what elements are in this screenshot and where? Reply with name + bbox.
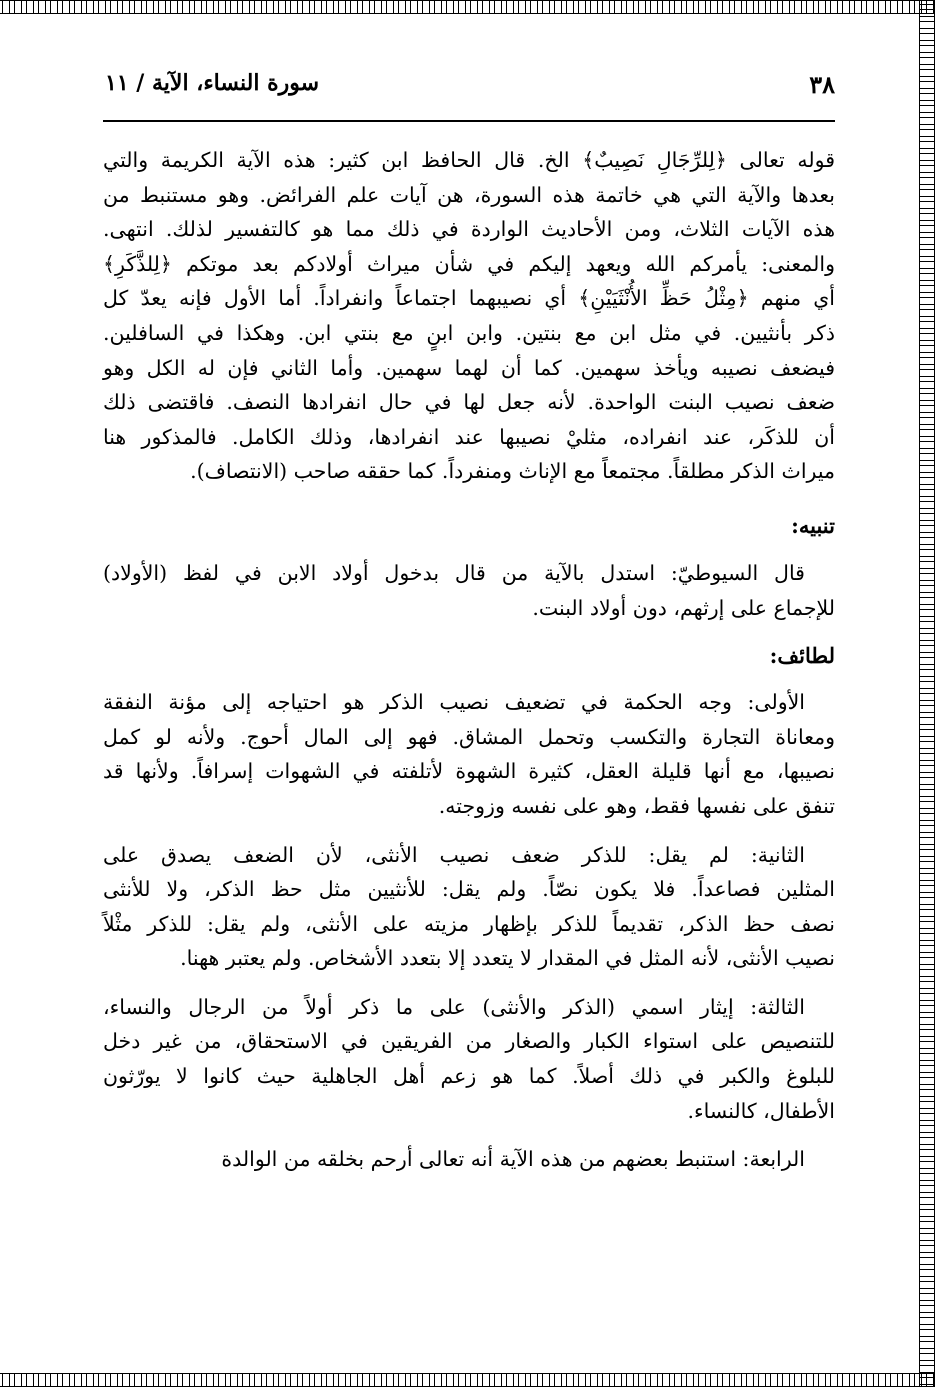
lataif-text-line: ومعاناة التجارة والتكسب وتحمل المشاق. فهو إلى المال أحوج. ولأنه لو كمل bbox=[103, 724, 835, 749]
intro-text-line: هذه الآيات الثلاث، ومن الأحاديث الواردة في ذلك مما هو كالتفسير لذلك. انتهى. bbox=[103, 217, 835, 242]
tanbih-paragraph bbox=[103, 556, 835, 625]
lataif-text-line: نصيب الأنثى، لأنه المثل في المقدار لا يتعدد إلا بتعدد الأشخاص. ولم يعتبر ههنا. bbox=[180, 946, 835, 971]
lataif-text-line: نصف حظ الذكر، تقديماً للذكر بإظهار مزيته على الأنثى، ولم يقل: للذكر مثْلاً bbox=[103, 911, 835, 936]
intro-text-line: فيضعف نصيبه ويأخذ سهمين. كما أن لهما سهمين. وأما الثاني فإن له الكل وهو bbox=[103, 355, 835, 380]
page-content bbox=[103, 143, 835, 1191]
lataif-heading: لطائف: bbox=[769, 643, 835, 669]
intro-text-line: أن للذكَر، عند انفراده، مثليْ نصيبها عند انفرادها، وذلك الكامل. فالمذكور هنا bbox=[103, 424, 835, 449]
page-number: ٣٨ bbox=[809, 70, 835, 99]
running-title: سورة النساء، الآية / ١١ bbox=[105, 70, 320, 96]
lataif-text-line: نصيبها، مع أنها قليلة العقل، كثيرة الشهوة لأتلفته في الشهوات إسرافاً. ولأنها قد bbox=[103, 759, 835, 784]
lataif-text-line: تنفق على نفسها فقط، وهو على نفسه وزوجته. bbox=[438, 793, 835, 818]
intro-text-line: ميراث الذكر مطلقاً. مجتمعاً مع الإناث ومنفرداً. كما حققه صاحب (الانتصاف). bbox=[190, 459, 835, 484]
lataif-text-line: الثالثة: إيثار اسمي (الذكر والأنثى) على ما ذكر أولاً من الرجال والنساء، bbox=[103, 994, 805, 1019]
tanbih-heading: تنبيه: bbox=[791, 512, 835, 538]
intro-text-line: قوله تعالى ﴿لِلرِّجَالِ نَصِيبٌ﴾ الخ. قال الحافظ ابن كثير: هذه الآية الكريمة والتي bbox=[103, 148, 835, 172]
tanbih-text-line: قال السيوطيّ: استدل بالآية من قال بدخول أولاد الابن في لفظ (الأولاد) bbox=[103, 560, 805, 585]
lataif-text-line: الثانية: لم يقل: للذكر ضعف نصيب الأنثى، لأن الضعف يصدق على bbox=[103, 842, 805, 867]
intro-text-line: أي منهم ﴿مِثْلُ حَظِّ الأُنْثَيَيْنِ﴾ أي نصيبهما اجتماعاً وانفراداً. أما الأول فإنه يعدّ كل bbox=[103, 286, 835, 311]
tanbih-text-line: للإجماع على إرثهم، دون أولاد البنت. bbox=[532, 595, 835, 620]
lataif-paragraph bbox=[103, 1142, 835, 1177]
intro-text-line: والمعنى: يأمركم الله ويعهد إليكم في شأن ميراث أولادكم بعد موتكم ﴿لِلذَّكَرِ﴾ bbox=[103, 251, 835, 276]
lataif-section bbox=[103, 685, 835, 1177]
lataif-paragraph bbox=[103, 838, 835, 976]
page-header bbox=[105, 70, 835, 110]
lataif-text-line: الأطفال، كالنساء. bbox=[687, 1098, 835, 1123]
lataif-text-line: للتنصيص على استواء الكبار والصغار من الفريقين في الاستحقاق، من غير دخل bbox=[103, 1029, 835, 1054]
header-rule bbox=[103, 120, 835, 122]
intro-text-line: بعدها والآية التي هي خاتمة هذه السورة، هن آيات علم الفرائض. وهو مستنبط من bbox=[103, 182, 835, 207]
lataif-text-line: المثلين فصاعداً. فلا يكون نصّاً. ولم يقل: للأنثيين مثل حظ الذكر، ولا للأنثى bbox=[103, 877, 835, 902]
lataif-text-line: للبلوغ والكبر في ذلك أصلاً. كما هو زعم أهل الجاهلية حيث كانوا لا يورّثون bbox=[103, 1064, 835, 1089]
intro-text-line: ذكر بأنثيين. في مثل ابن مع بنتين. وابن ابنٍ مع بنتي ابن. وهكذا في السافلين. bbox=[103, 320, 835, 345]
lataif-text-line: الأولى: وجه الحكمة في تضعيف نصيب الذكر هو احتياجه إلى مؤنة النفقة bbox=[103, 690, 805, 715]
intro-paragraph bbox=[103, 143, 835, 489]
intro-text-line: ضعف نصيب البنت الواحدة. لأنه جعل لها في حال انفرادها النصف. فاقتضى ذلك bbox=[103, 390, 835, 415]
lataif-paragraph bbox=[103, 990, 835, 1128]
lataif-paragraph bbox=[103, 685, 835, 823]
lataif-text-line: الرابعة: استنبط بعضهم من هذه الآية أنه تعالى أرحم بخلقه من الوالدة bbox=[221, 1147, 805, 1172]
